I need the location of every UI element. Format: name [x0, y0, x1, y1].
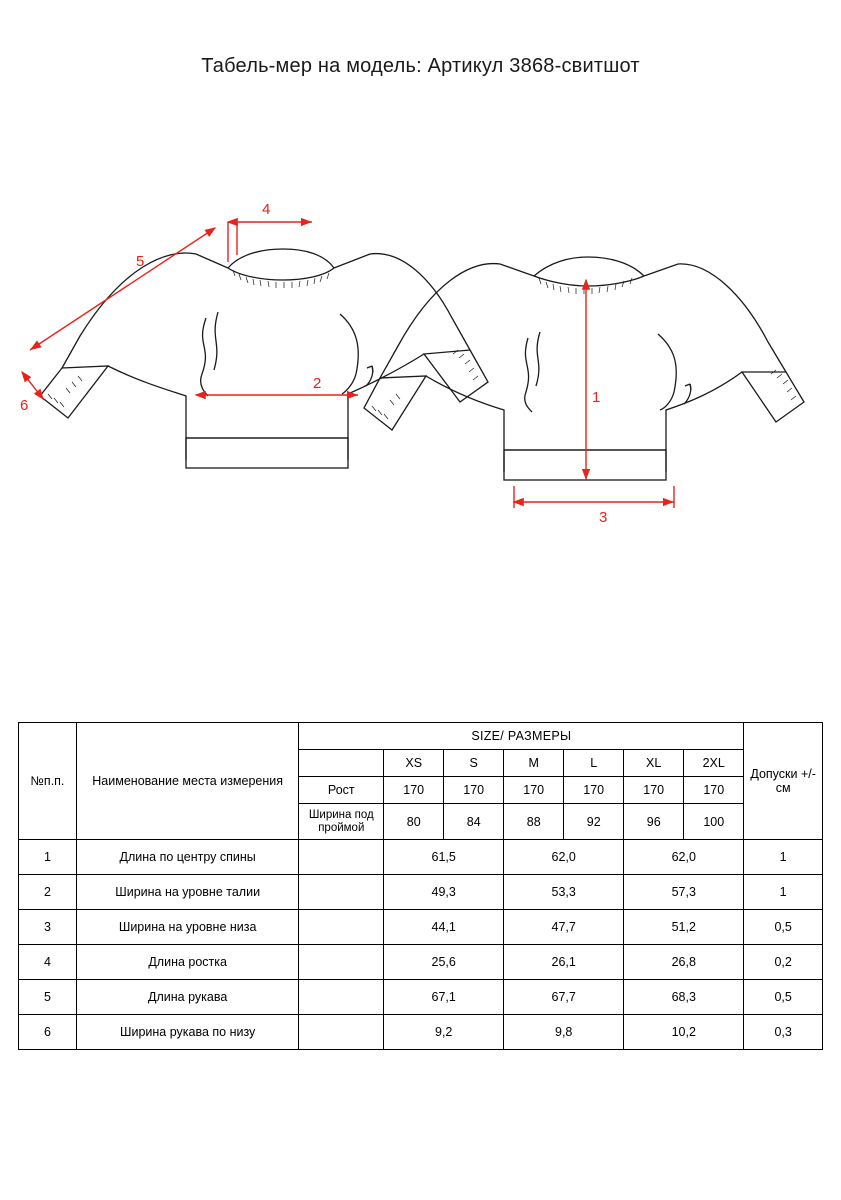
- row-value-m-l: 9,8: [504, 1015, 624, 1050]
- row-tolerance: 0,3: [744, 1015, 823, 1050]
- height-l: 170: [564, 777, 624, 804]
- callout-4-leader: [228, 222, 312, 262]
- size-l: L: [564, 750, 624, 777]
- row-name: Длина рукава: [76, 980, 298, 1015]
- table-row: [19, 980, 823, 1015]
- row-value-xl-2xl: 26,8: [624, 945, 744, 980]
- back-cuff-rib-texture-right: [771, 370, 796, 400]
- row-value-m-l: 26,1: [504, 945, 624, 980]
- underarm-l: 92: [564, 804, 624, 840]
- row-label-height: Рост: [299, 777, 384, 804]
- row-value-m-l: 47,7: [504, 910, 624, 945]
- row-value-xs-s: 61,5: [384, 840, 504, 875]
- callout-label-1: 1: [592, 389, 601, 406]
- header-cell-empty: [299, 750, 384, 777]
- row-no: 5: [19, 980, 77, 1015]
- size-s: S: [444, 750, 504, 777]
- underarm-2xl: 100: [684, 804, 744, 840]
- row-blank: [299, 840, 384, 875]
- size-m: M: [504, 750, 564, 777]
- row-value-xl-2xl: 51,2: [624, 910, 744, 945]
- row-value-xl-2xl: 10,2: [624, 1015, 744, 1050]
- height-m: 170: [504, 777, 564, 804]
- table-row: [19, 945, 823, 980]
- row-tolerance: 0,2: [744, 945, 823, 980]
- table-row: [19, 910, 823, 945]
- row-value-xs-s: 67,1: [384, 980, 504, 1015]
- cuff-rib-texture-right: [453, 350, 478, 380]
- row-value-xl-2xl: 57,3: [624, 875, 744, 910]
- underarm-s: 84: [444, 804, 504, 840]
- row-blank: [299, 910, 384, 945]
- row-no: 4: [19, 945, 77, 980]
- row-name: Длина по центру спины: [76, 840, 298, 875]
- header-cell-no: №п.п.: [19, 723, 77, 840]
- size-2xl: 2XL: [684, 750, 744, 777]
- header-cell-sizes-group: SIZE/ РАЗМЕРЫ: [299, 723, 744, 750]
- callout-label-5: 5: [136, 253, 145, 270]
- row-tolerance: 0,5: [744, 980, 823, 1015]
- table-row: [19, 875, 823, 910]
- height-xl: 170: [624, 777, 684, 804]
- callout-6-leader: [22, 372, 44, 400]
- row-value-xl-2xl: 62,0: [624, 840, 744, 875]
- row-tolerance: 1: [744, 875, 823, 910]
- row-value-xs-s: 44,1: [384, 910, 504, 945]
- row-blank: [299, 1015, 384, 1050]
- row-no: 3: [19, 910, 77, 945]
- measurement-table: [18, 722, 823, 1050]
- height-xs: 170: [384, 777, 444, 804]
- row-value-xs-s: 49,3: [384, 875, 504, 910]
- height-s: 170: [444, 777, 504, 804]
- underarm-m: 88: [504, 804, 564, 840]
- callout-label-3: 3: [599, 509, 608, 526]
- row-label-underarm: Ширина под проймой: [299, 804, 384, 840]
- row-name: Ширина на уровне талии: [76, 875, 298, 910]
- table-row: [19, 1015, 823, 1050]
- back-cuff-rib-texture-left: [372, 394, 400, 419]
- size-xs: XS: [384, 750, 444, 777]
- row-value-m-l: 67,7: [504, 980, 624, 1015]
- callout-label-2: 2: [313, 375, 322, 392]
- underarm-xl: 96: [624, 804, 684, 840]
- front-view-illustration: [40, 249, 488, 468]
- collar-rib-texture: [233, 270, 329, 288]
- row-name: Ширина рукава по низу: [76, 1015, 298, 1050]
- row-value-xs-s: 25,6: [384, 945, 504, 980]
- measurement-table-wrapper: [18, 722, 823, 1050]
- callout-3-leader: [514, 486, 674, 508]
- row-tolerance: 0,5: [744, 910, 823, 945]
- row-value-xl-2xl: 68,3: [624, 980, 744, 1015]
- row-no: 1: [19, 840, 77, 875]
- height-2xl: 170: [684, 777, 744, 804]
- header-cell-name: Наименование места измерения: [76, 723, 298, 840]
- callout-label-6: 6: [20, 397, 29, 414]
- row-no: 2: [19, 875, 77, 910]
- row-value-m-l: 53,3: [504, 875, 624, 910]
- size-xl: XL: [624, 750, 684, 777]
- row-blank: [299, 980, 384, 1015]
- table-row: [19, 840, 823, 875]
- row-name: Длина ростка: [76, 945, 298, 980]
- callout-5-leader: [30, 228, 215, 350]
- row-name: Ширина на уровне низа: [76, 910, 298, 945]
- row-blank: [299, 945, 384, 980]
- page-title: Табель-мер на модель: Артикул 3868-свитшот: [201, 55, 640, 77]
- row-value-m-l: 62,0: [504, 840, 624, 875]
- row-value-xs-s: 9,2: [384, 1015, 504, 1050]
- underarm-xs: 80: [384, 804, 444, 840]
- cuff-rib-texture-left: [48, 376, 82, 407]
- table-header-row-group: [19, 723, 823, 750]
- row-blank: [299, 875, 384, 910]
- header-cell-tolerance: Допуски +/- см: [744, 723, 823, 840]
- callout-label-4: 4: [262, 201, 271, 218]
- technical-drawing: [0, 150, 841, 710]
- row-tolerance: 1: [744, 840, 823, 875]
- row-no: 6: [19, 1015, 77, 1050]
